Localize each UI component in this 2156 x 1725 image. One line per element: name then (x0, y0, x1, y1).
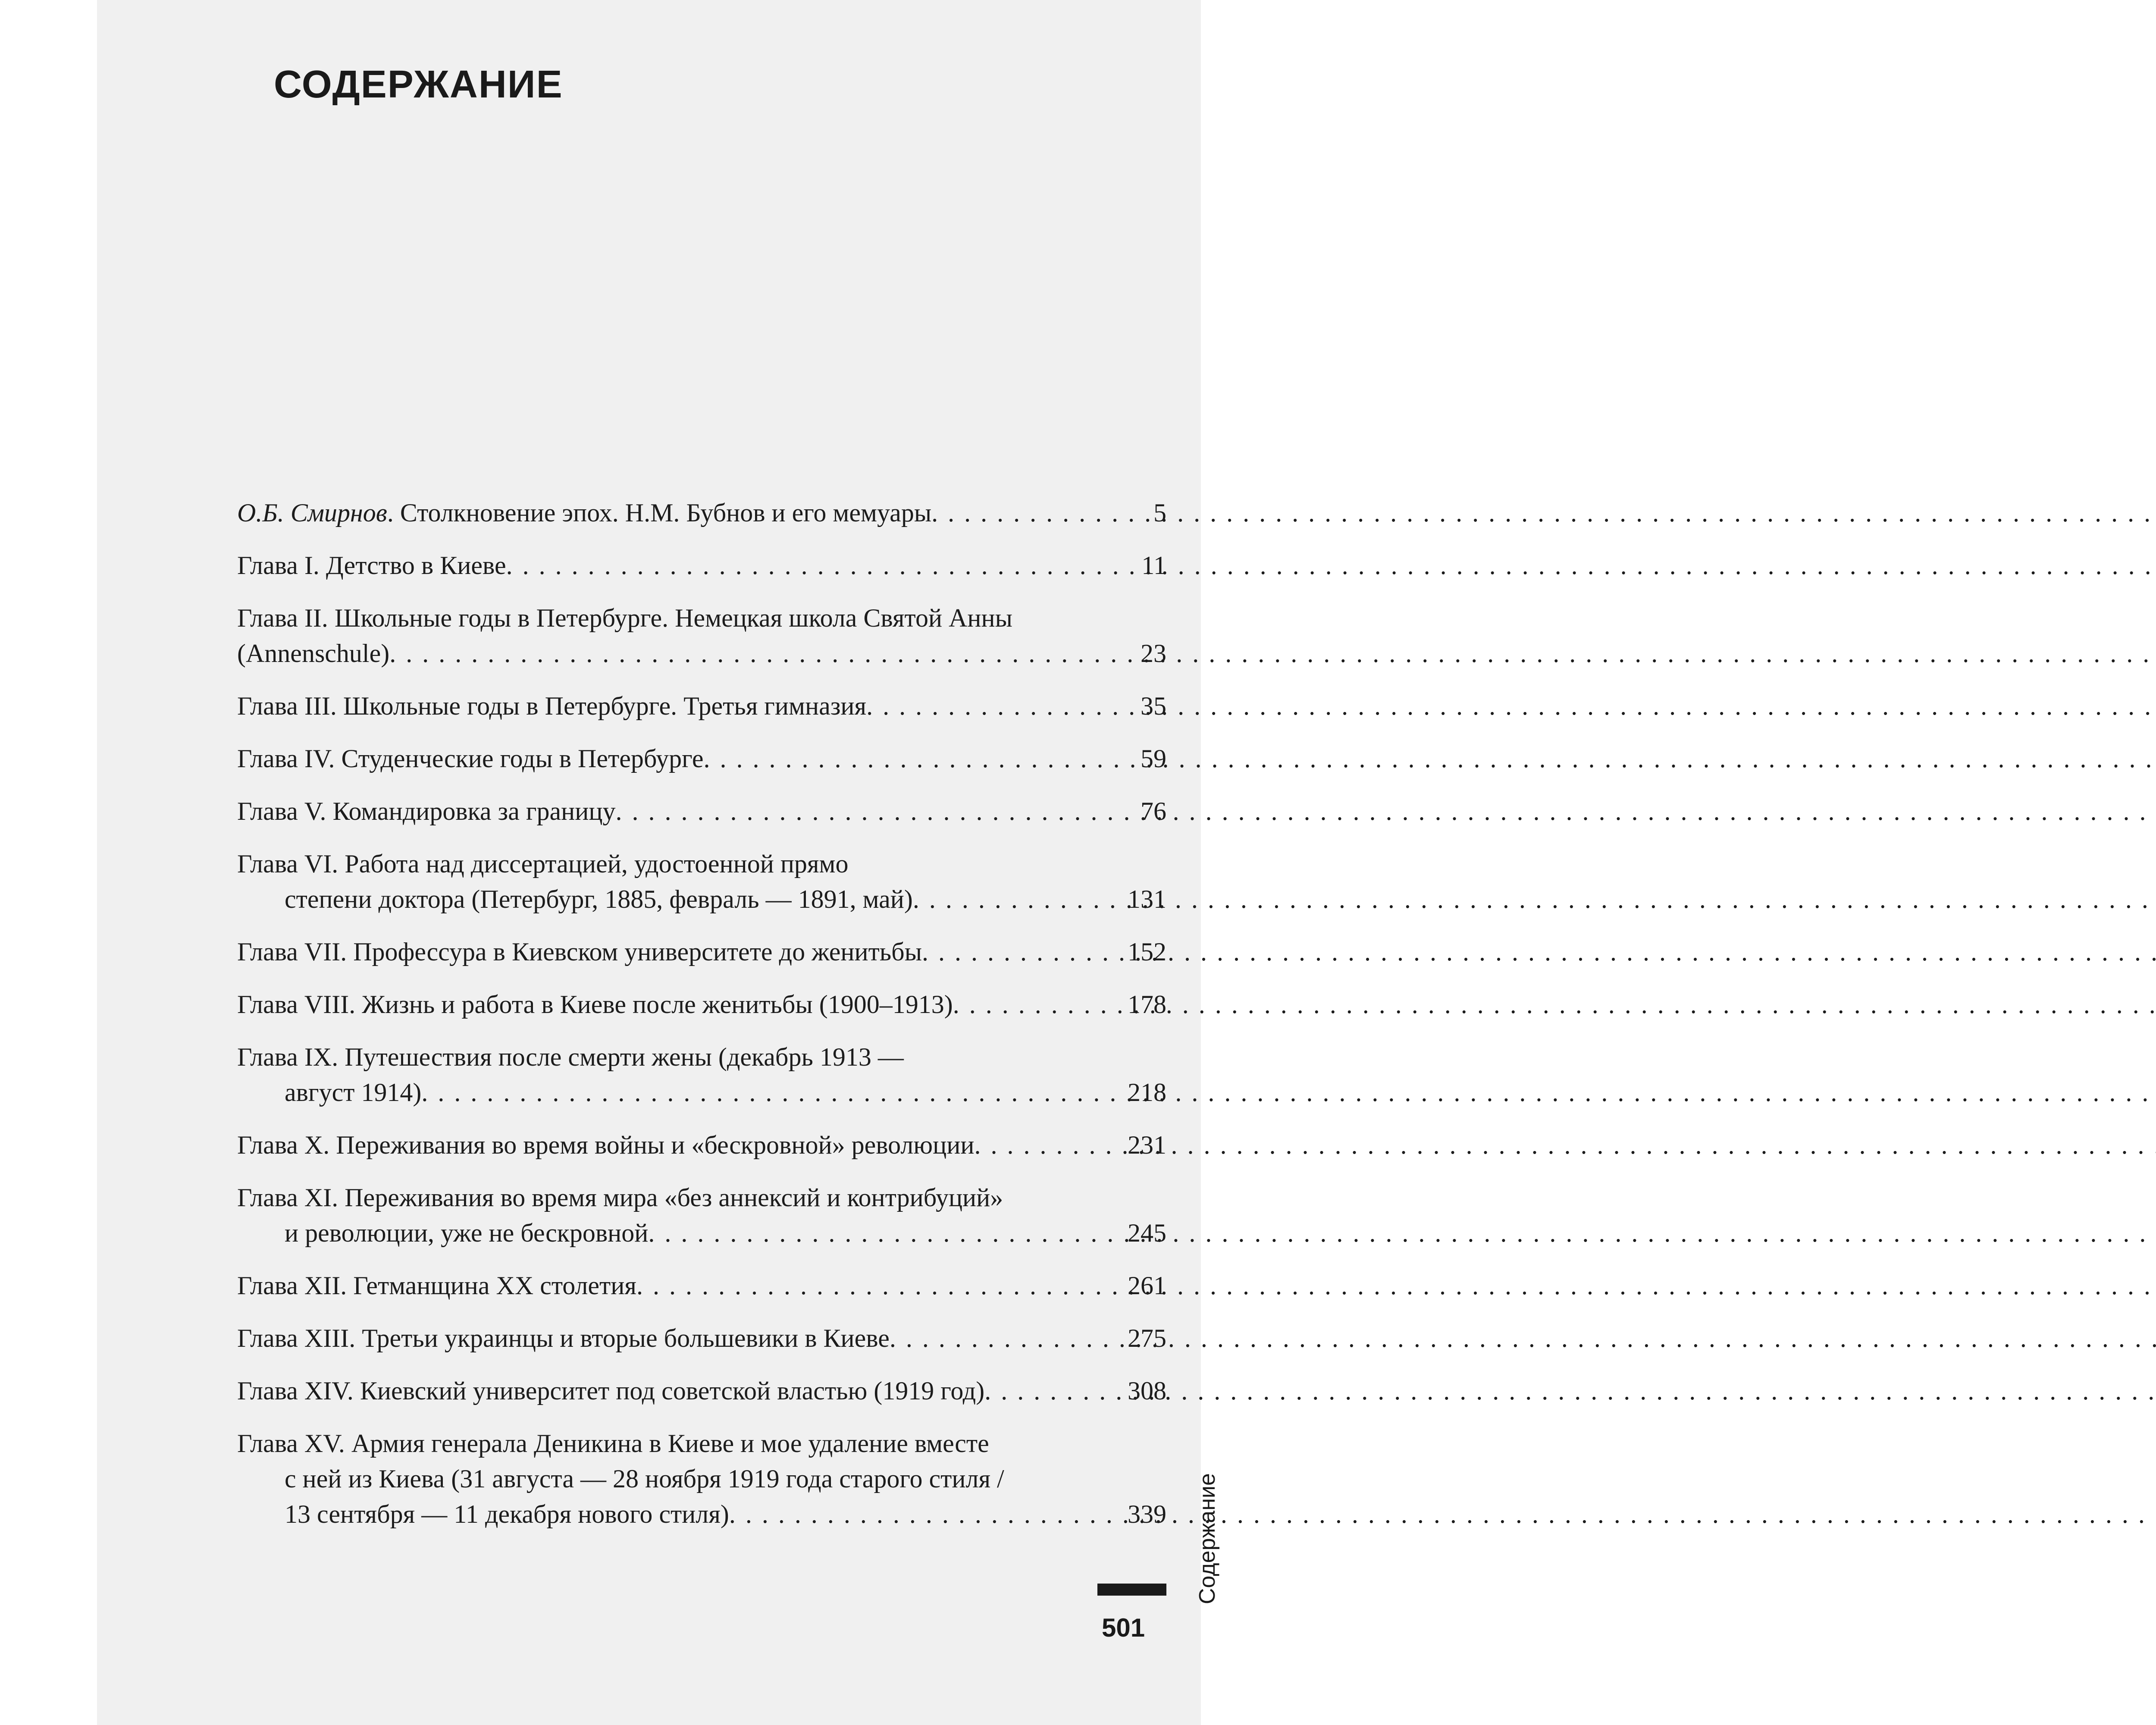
toc-entry (237, 688, 1166, 724)
toc-entry-title (237, 934, 1106, 969)
toc-entry-page: 308 (1128, 1377, 1166, 1405)
toc-entry-line: Глава XV. Армия генерала Деникина в Киеве и мое удаление вместе (237, 1429, 989, 1458)
folio-bar (1097, 1584, 1166, 1596)
toc-entry-title (237, 548, 1106, 583)
toc-entry (237, 794, 1166, 829)
toc-entry (237, 846, 1166, 917)
toc-entry-title (237, 794, 1106, 829)
toc-entry-page: 131 (1128, 885, 1166, 913)
toc-entry-page: 152 (1128, 938, 1166, 966)
toc-entry-line: Глава XIII. Третьи украинцы и вторые большевики в Киеве (237, 1324, 890, 1352)
toc-entry-page: 5 (1153, 499, 1166, 527)
toc-entry-page: 218 (1128, 1078, 1166, 1107)
toc-entry-title (237, 1268, 1106, 1303)
table-of-contents (237, 495, 1166, 1532)
toc-entry-line: и революции, уже не бескровной (285, 1219, 649, 1247)
toc-entry-title (237, 1127, 1106, 1163)
running-section-label: Содержание (1195, 1473, 1220, 1604)
dot-leader (648, 1215, 2156, 1251)
toc-entry-page: 339 (1128, 1500, 1166, 1528)
toc-entry-page: 275 (1128, 1324, 1166, 1352)
dot-leader (729, 1496, 2156, 1532)
toc-entry-title (237, 1320, 1106, 1356)
toc-entry (237, 1426, 1166, 1532)
toc-entry-line: Глава V. Командировка за границу (237, 797, 616, 825)
toc-entry-title (237, 1180, 1106, 1251)
toc-entry (237, 741, 1166, 776)
toc-entry-line: август 1914) (285, 1078, 422, 1107)
toc-entry-page: 261 (1128, 1271, 1166, 1300)
toc-entry-line: Глава II. Школьные годы в Петербурге. Немецкая школа Святой Анны (237, 604, 1012, 632)
toc-entry-page: 35 (1141, 692, 1166, 720)
toc-entry-title (237, 688, 1106, 724)
toc-entry-author: О.Б. Смирнов (237, 499, 387, 527)
toc-entry-line: (Annenschule) (237, 639, 390, 668)
toc-entry-title (237, 1039, 1106, 1110)
toc-entry-line: Столкновение эпох. Н.М. Бубнов и его мемуары (400, 499, 932, 527)
toc-entry-title (237, 600, 1106, 671)
dot-leader (421, 1075, 2156, 1110)
toc-entry (237, 1127, 1166, 1163)
page-title: СОДЕРЖАНИЕ (274, 63, 563, 106)
toc-entry-page: 11 (1141, 551, 1166, 580)
toc-entry (237, 548, 1166, 583)
dot-leader (506, 548, 2156, 583)
toc-entry (237, 1268, 1166, 1303)
toc-entry-line: Глава IX. Путешествия после смерти жены (декабрь 1913 — (237, 1043, 904, 1071)
toc-entry-page: 59 (1141, 744, 1166, 773)
toc-entry-title (237, 1373, 1106, 1408)
dot-leader (636, 1268, 2156, 1303)
toc-entry-line: Глава X. Переживания во время войны и «бескровной» революции (237, 1131, 975, 1159)
dot-leader (389, 636, 2156, 671)
toc-entry-line: Глава VIII. Жизнь и работа в Киеве после женитьбы (1900–1913) (237, 990, 953, 1019)
toc-entry-title: О.Б. Смирнов. Столкновение эпох. Н.М. Бубнов и его мемуары . . . (237, 495, 1106, 530)
dot-leader (615, 794, 2156, 829)
dot-leader (866, 688, 2156, 724)
dot-leader (913, 881, 2156, 917)
toc-entry (237, 1039, 1166, 1110)
toc-entry (237, 495, 1166, 530)
toc-entry-page: 231 (1128, 1131, 1166, 1159)
toc-entry-title (237, 1426, 1106, 1532)
toc-entry (237, 1373, 1166, 1408)
toc-entry-page: 23 (1141, 639, 1166, 668)
toc-entry (237, 934, 1166, 969)
toc-entry-line: Глава VII. Профессура в Киевском университете до женитьбы (237, 938, 922, 966)
page-number: 501 (1102, 1613, 1145, 1642)
toc-entry-title (237, 987, 1106, 1022)
toc-entry-line: Глава IV. Студенческие годы в Петербурге (237, 744, 704, 773)
toc-entry-line: с ней из Киева (31 августа — 28 ноября 1919 года старого стиля / (285, 1465, 1004, 1493)
toc-entry-line: Глава XIV. Киевский университет под советской властью (1919 год) (237, 1377, 985, 1405)
toc-entry-title (237, 741, 1106, 776)
book-page (97, 0, 1220, 1725)
toc-entry-line: степени доктора (Петербург, 1885, февраль — 1891, май) (285, 885, 913, 913)
toc-entry-page: 76 (1141, 797, 1166, 825)
toc-entry-page: 178 (1128, 990, 1166, 1019)
toc-entry (237, 1320, 1166, 1356)
toc-entry (237, 987, 1166, 1022)
toc-entry-line: Глава VI. Работа над диссертацией, удостоенной прямо (237, 850, 849, 878)
toc-entry-line: Глава XI. Переживания во время мира «без аннексий и контрибуций» (237, 1183, 1003, 1212)
dot-leader (704, 741, 2156, 776)
toc-entry-line: Глава I. Детство в Киеве (237, 551, 506, 580)
toc-entry-line: Глава III. Школьные годы в Петербурге. Третья гимназия (237, 692, 867, 720)
toc-entry-title (237, 846, 1106, 917)
toc-entry-line: Глава XII. Гетманщина XX столетия (237, 1271, 636, 1300)
toc-entry-page: 245 (1128, 1219, 1166, 1247)
dot-leader (890, 1320, 2156, 1356)
toc-entry (237, 600, 1166, 671)
toc-entry (237, 1180, 1166, 1251)
toc-entry-line: 13 сентября — 11 декабря нового стиля) (285, 1500, 729, 1528)
